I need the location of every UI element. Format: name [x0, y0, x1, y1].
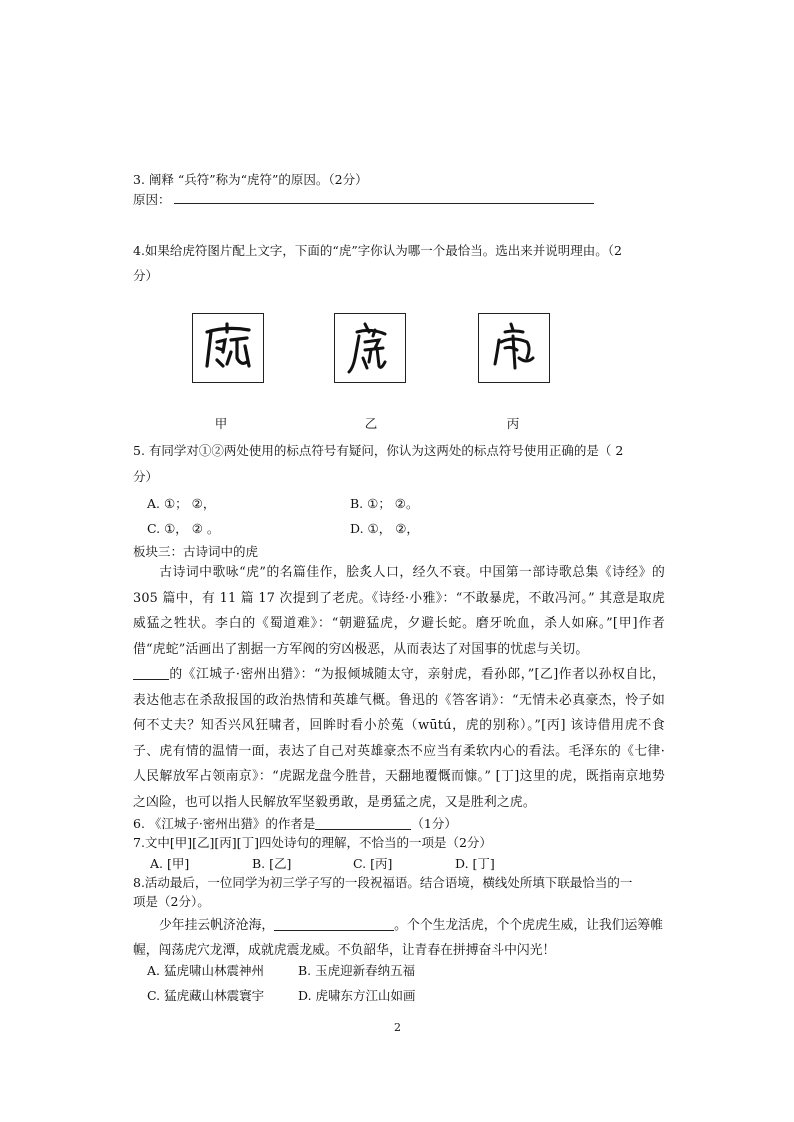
- glyph-label-yi: 乙: [364, 416, 378, 431]
- question-8-option-b: B. 玉虎迎新春纳五福: [298, 963, 416, 978]
- question-8-line-1: 8.活动最后，一位同学为初三学子写的一段祝福语。结合语境，横线处所填下联最恰当的一: [133, 875, 633, 890]
- question-6-blank: [315, 816, 411, 830]
- question-8-line-2: 项是（2分）。: [133, 894, 210, 909]
- question-7-option-a: A. [甲]: [150, 856, 190, 871]
- question-6-prefix: 6. 《江城子·密州出猎》的作者是: [133, 816, 316, 831]
- question-7-option-d: D. [丁]: [455, 856, 495, 871]
- question-8-option-c: C. 猛虎藏山林震寰宇: [147, 988, 265, 1003]
- question-5-option-a: A. ①； ②，: [147, 496, 216, 511]
- question-8-option-d: D. 虎啸东方江山如画: [298, 988, 416, 1003]
- glyph-label-jia: 甲: [214, 416, 228, 431]
- seal-script-tiger-glyph: [197, 318, 259, 378]
- question-4-line-2: 分）: [133, 268, 159, 283]
- question-8-text-after: 。个个生龙活虎，个个虎虎生威，让我们运筹帷幄，闯荡虎穴龙潭，成就虎震龙威。不负韶华，让青春在拼搏奋斗中闪光！: [133, 918, 663, 958]
- glyph-box-yi: [334, 313, 406, 383]
- question-5-line-1: 5. 有同学对①②两处使用的标点符号有疑问，你认为这两处的标点符号使用正确的是（ 2: [133, 443, 624, 458]
- question-8-text: [133, 913, 665, 963]
- question-7-option-b: B. [乙]: [252, 856, 292, 871]
- question-7-option-c: C. [丙]: [353, 856, 393, 871]
- question-5-option-b: B. ①； ②。: [350, 496, 419, 511]
- glyph-box-bing: [478, 313, 550, 383]
- question-7: 7.文中[甲][乙][丙][丁]四处诗句的理解，不恰当的一项是（2分）: [133, 835, 492, 850]
- passage-blank: [133, 665, 169, 680]
- question-6-suffix: （1分）: [411, 816, 457, 831]
- question-4-line-1: 4.如果给虎符图片配上文字，下面的“虎”字你认为哪一个最恰当。选出来并说明理由。（2: [133, 243, 622, 258]
- running-tiger-glyph: [483, 318, 545, 378]
- passage-part-1: 古诗词中歌咏“虎”的名篇佳作，脍炙人口，经久不衰。中国第一部诗歌总集《诗经》的 305 篇中，有 11 篇 17 次提到了老虎。《诗经·小雅》：“不敢暴虎，不敢冯河。” 其意是取虎威猛之牲状。李白的《蜀道难》：“朝避猛虎，夕避长蛇。磨牙吮血，杀人如麻。”[甲]作者借“虎蛇”活画出了割据一方军阀的穷凶极恶，从而表达了对国事的忧虑与关切。: [133, 565, 665, 657]
- question-5-option-c: C. ①， ② 。: [147, 521, 220, 536]
- page-number: 2: [394, 1021, 401, 1034]
- question-8-text-before: 少年挂云帆济沧海，: [159, 918, 275, 933]
- section-3-heading: 板块三：古诗词中的虎: [133, 544, 259, 559]
- question-3: 3. 阐释 “兵符”称为“虎符”的原因。（2分）: [133, 172, 368, 187]
- cursive-tiger-glyph: [339, 318, 401, 378]
- passage-part-2: 的《江城子·密州出猎》：“为报倾城随太守，亲射虎，看孙郎，”[乙]作者以孙权自比，表达他志在杀敌报国的政治热情和英雄气概。鲁迅的《答客诮》：“无情未必真豪杰，怜子如何不丈夫？知否兴风狂啸者，回眸时看小於菟（wūtú，虎的别称）。”[丙] 该诗借用虎不食子、虎有情的温情一面，表达了自己对英雄豪杰不应当有柔软内心的看法。毛泽东的《七律·人民解放军占领南京》：“虎踞龙盘今胜昔，天翻地覆慨而慷。” [丁]这里的虎，既指南京地势之凶险，也可以指人民解放军坚毅勇敢，是勇猛之虎，又是胜利之虎。: [133, 667, 665, 810]
- question-3-answer-label: 原因：: [133, 192, 171, 207]
- question-5-option-d: D. ①， ②，: [350, 521, 419, 536]
- question-5-line-2: 分）: [133, 469, 159, 484]
- question-6: [133, 814, 457, 832]
- glyph-box-jia: [192, 313, 264, 383]
- question-8-blank: [274, 916, 394, 931]
- passage: [133, 560, 665, 815]
- question-8-option-a: A. 猛虎啸山林震神州: [147, 963, 264, 978]
- glyph-label-bing: 丙: [506, 416, 520, 431]
- question-3-answer-line: [174, 203, 594, 204]
